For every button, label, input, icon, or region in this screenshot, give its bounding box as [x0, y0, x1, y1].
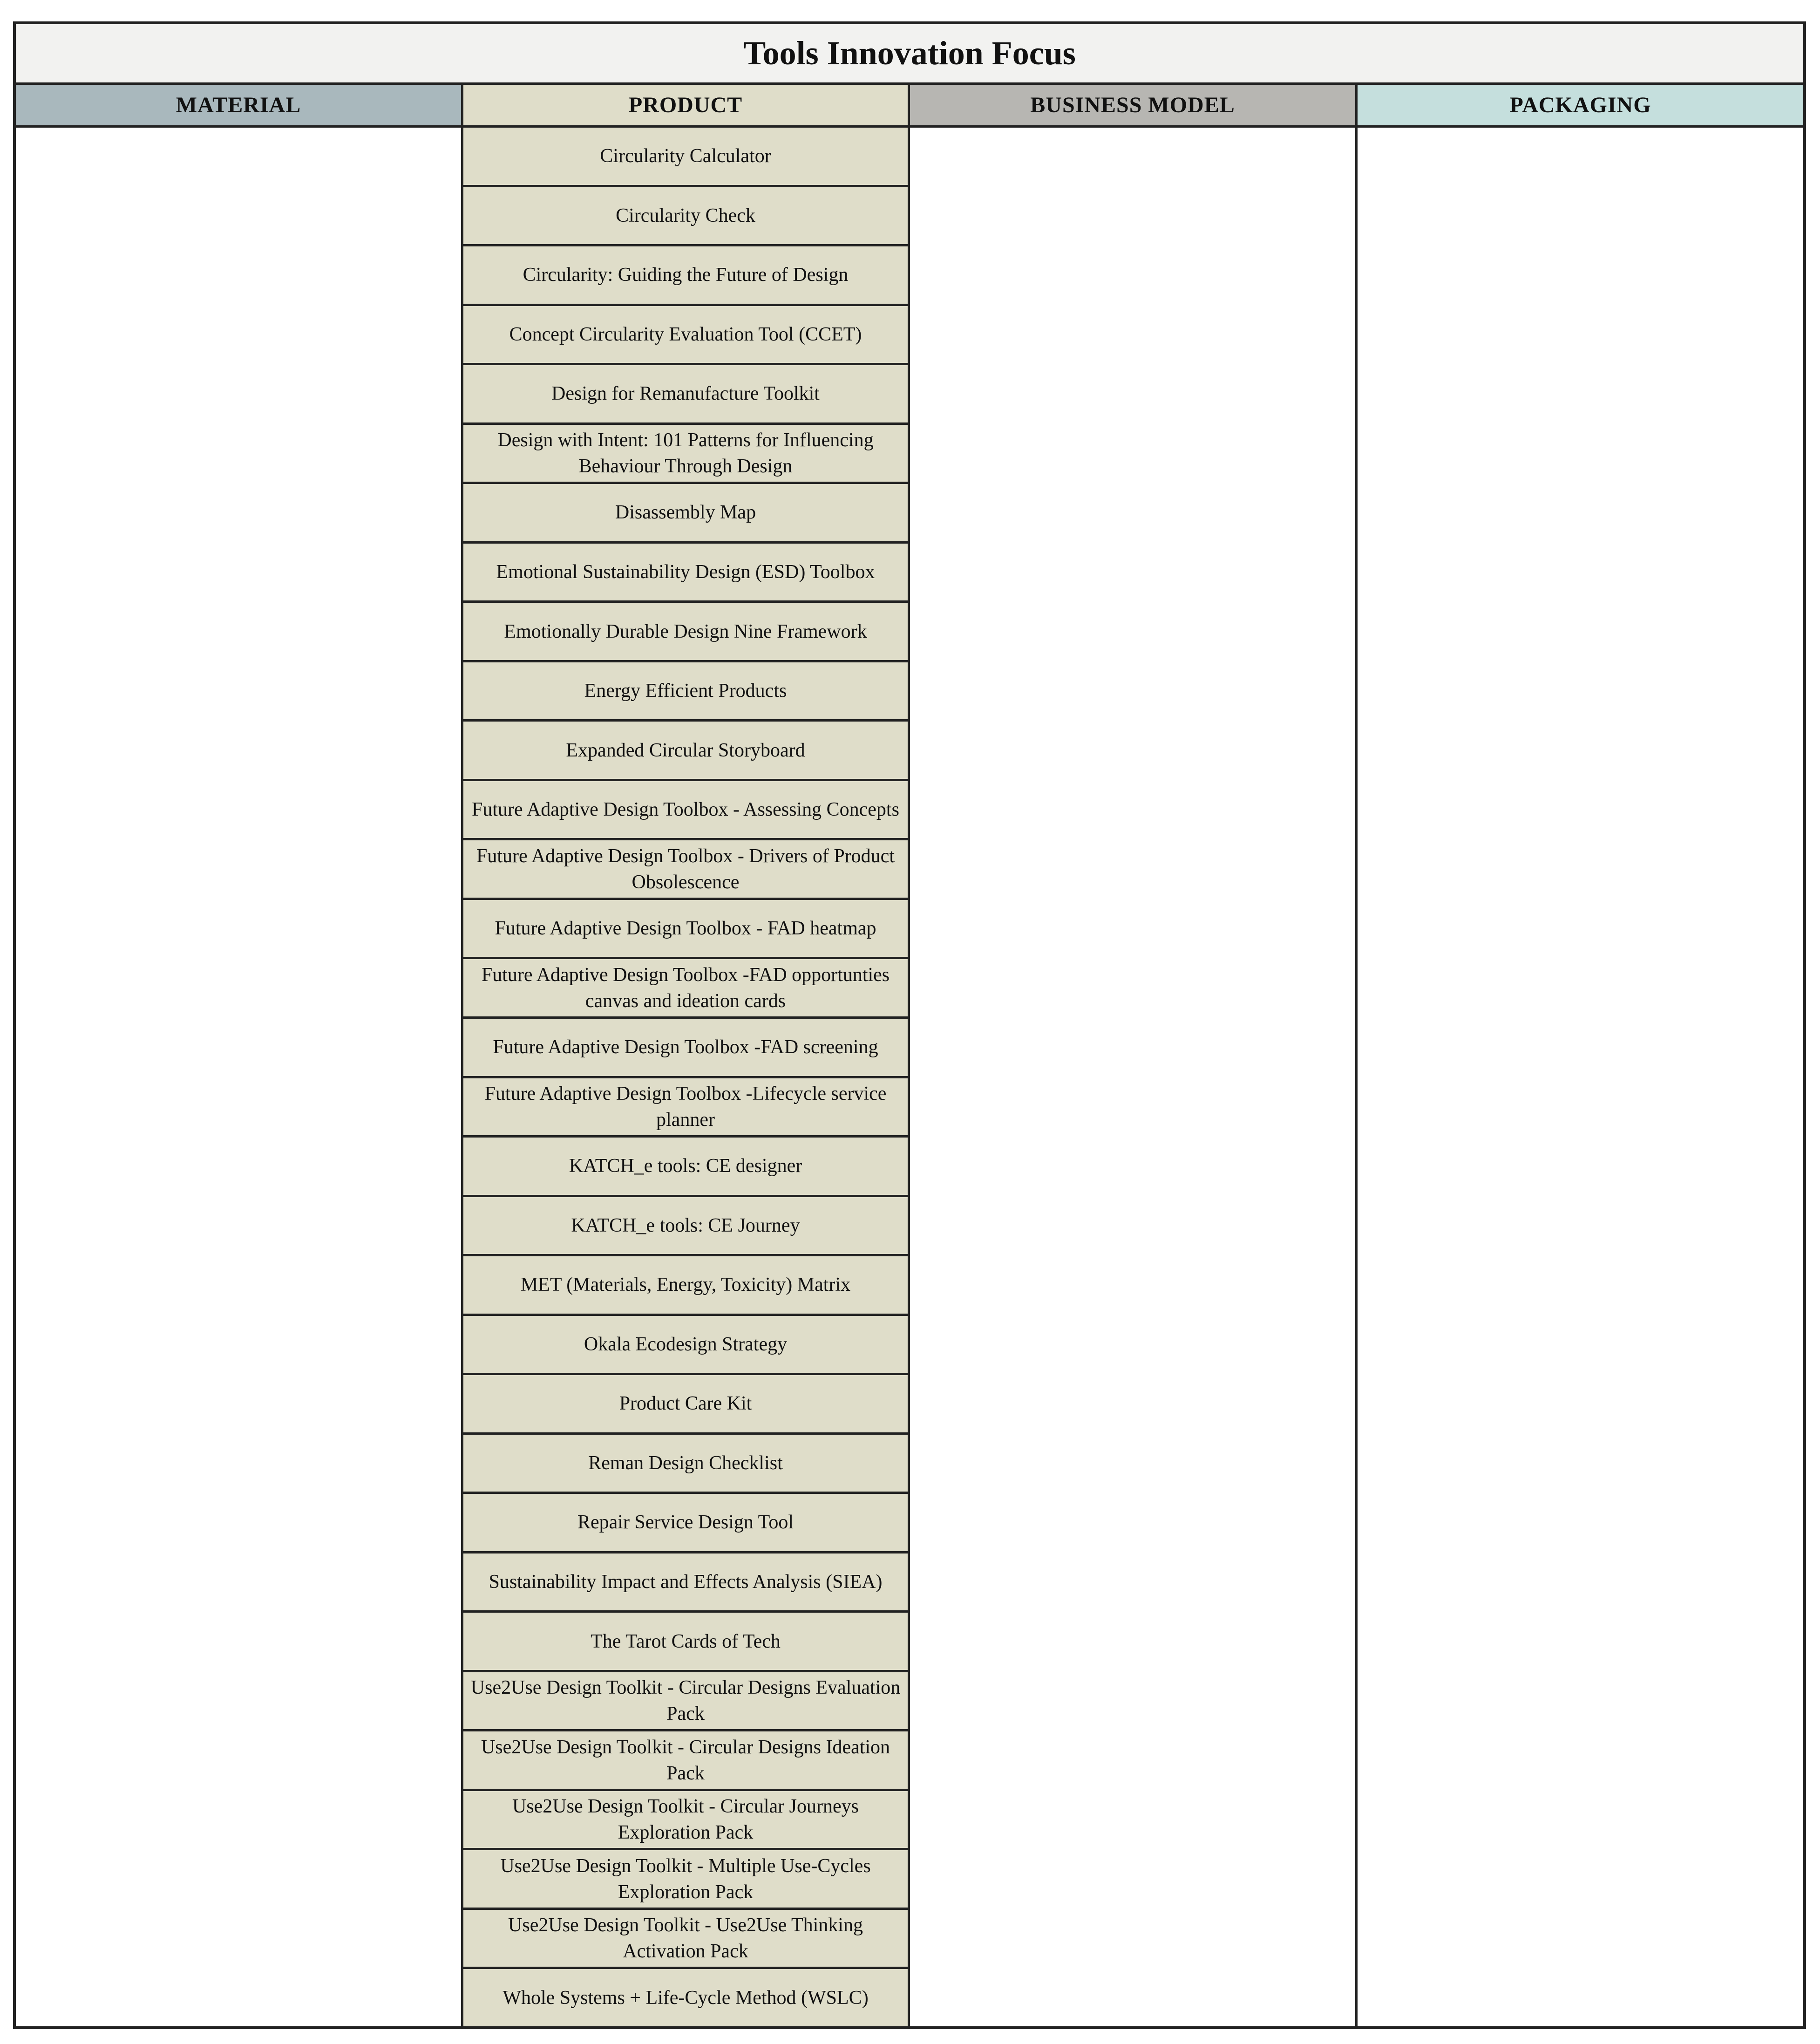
product-tool-cell: Expanded Circular Storyboard [463, 722, 908, 781]
product-tool-cell: Sustainability Impact and Effects Analysis (SIEA) [463, 1553, 908, 1613]
product-tool-cell: Repair Service Design Tool [463, 1494, 908, 1553]
product-tool-cell: Circularity: Guiding the Future of Design [463, 246, 908, 306]
product-tool-cell: KATCH_e tools: CE designer [463, 1138, 908, 1197]
product-tool-cell: Circularity Check [463, 187, 908, 247]
product-tool-cell: Product Care Kit [463, 1375, 908, 1435]
product-tool-cell: Use2Use Design Toolkit - Circular Designs Evaluation Pack [463, 1672, 908, 1732]
product-tool-cell: Disassembly Map [463, 484, 908, 544]
packaging-column [1358, 128, 1803, 2026]
column-header-packaging: PACKAGING [1358, 85, 1803, 125]
product-tool-cell: The Tarot Cards of Tech [463, 1613, 908, 1672]
product-tool-cell: Use2Use Design Toolkit - Circular Journeys Exploration Pack [463, 1791, 908, 1851]
product-tool-cell: Future Adaptive Design Toolbox -FAD screening [463, 1019, 908, 1078]
product-tool-cell: Design for Remanufacture Toolkit [463, 365, 908, 425]
product-tool-cell: Reman Design Checklist [463, 1435, 908, 1494]
column-header-product: PRODUCT [463, 85, 910, 125]
table-body [16, 128, 1803, 2026]
product-tool-cell: MET (Materials, Energy, Toxicity) Matrix [463, 1256, 908, 1316]
column-header-material: MATERIAL [16, 85, 463, 125]
product-tool-cell: Future Adaptive Design Toolbox - FAD heatmap [463, 900, 908, 960]
product-tool-cell: Future Adaptive Design Toolbox - Assessing Concepts [463, 781, 908, 841]
product-tool-cell: Circularity Calculator [463, 128, 908, 187]
column-header-row [16, 85, 1803, 128]
product-tool-cell: Okala Ecodesign Strategy [463, 1316, 908, 1376]
product-tool-cell: Design with Intent: 101 Patterns for Influencing Behaviour Through Design [463, 425, 908, 484]
product-tool-cell: Whole Systems + Life-Cycle Method (WSLC) [503, 1987, 869, 2009]
product-tool-cell: Future Adaptive Design Toolbox - Drivers of Product Obsolescence [463, 840, 908, 900]
product-tool-cell: Use2Use Design Toolkit - Circular Designs Ideation Pack [463, 1731, 908, 1791]
product-column [463, 128, 910, 2026]
product-tool-cell: Emotional Sustainability Design (ESD) Toolbox [463, 544, 908, 603]
business-model-column [910, 128, 1358, 2026]
product-tool-cell: Future Adaptive Design Toolbox -Lifecycle service planner [463, 1078, 908, 1138]
product-tool-cell: Use2Use Design Toolkit - Multiple Use-Cycles Exploration Pack [463, 1850, 908, 1910]
tools-table [13, 21, 1806, 2029]
product-tool-cell: Concept Circularity Evaluation Tool (CCET) [463, 306, 908, 366]
table-title: Tools Innovation Focus [16, 24, 1803, 85]
column-header-business-model: BUSINESS MODEL [910, 85, 1358, 125]
product-tool-cell: KATCH_e tools: CE Journey [463, 1197, 908, 1257]
product-tool-cell: Emotionally Durable Design Nine Framework [463, 603, 908, 662]
product-tool-cell: Energy Efficient Products [463, 662, 908, 722]
product-tool-cell: Future Adaptive Design Toolbox -FAD opportunties canvas and ideation cards [463, 959, 908, 1019]
product-tool-cell: Use2Use Design Toolkit - Use2Use Thinking Activation Pack [463, 1910, 908, 1969]
material-column [16, 128, 463, 2026]
